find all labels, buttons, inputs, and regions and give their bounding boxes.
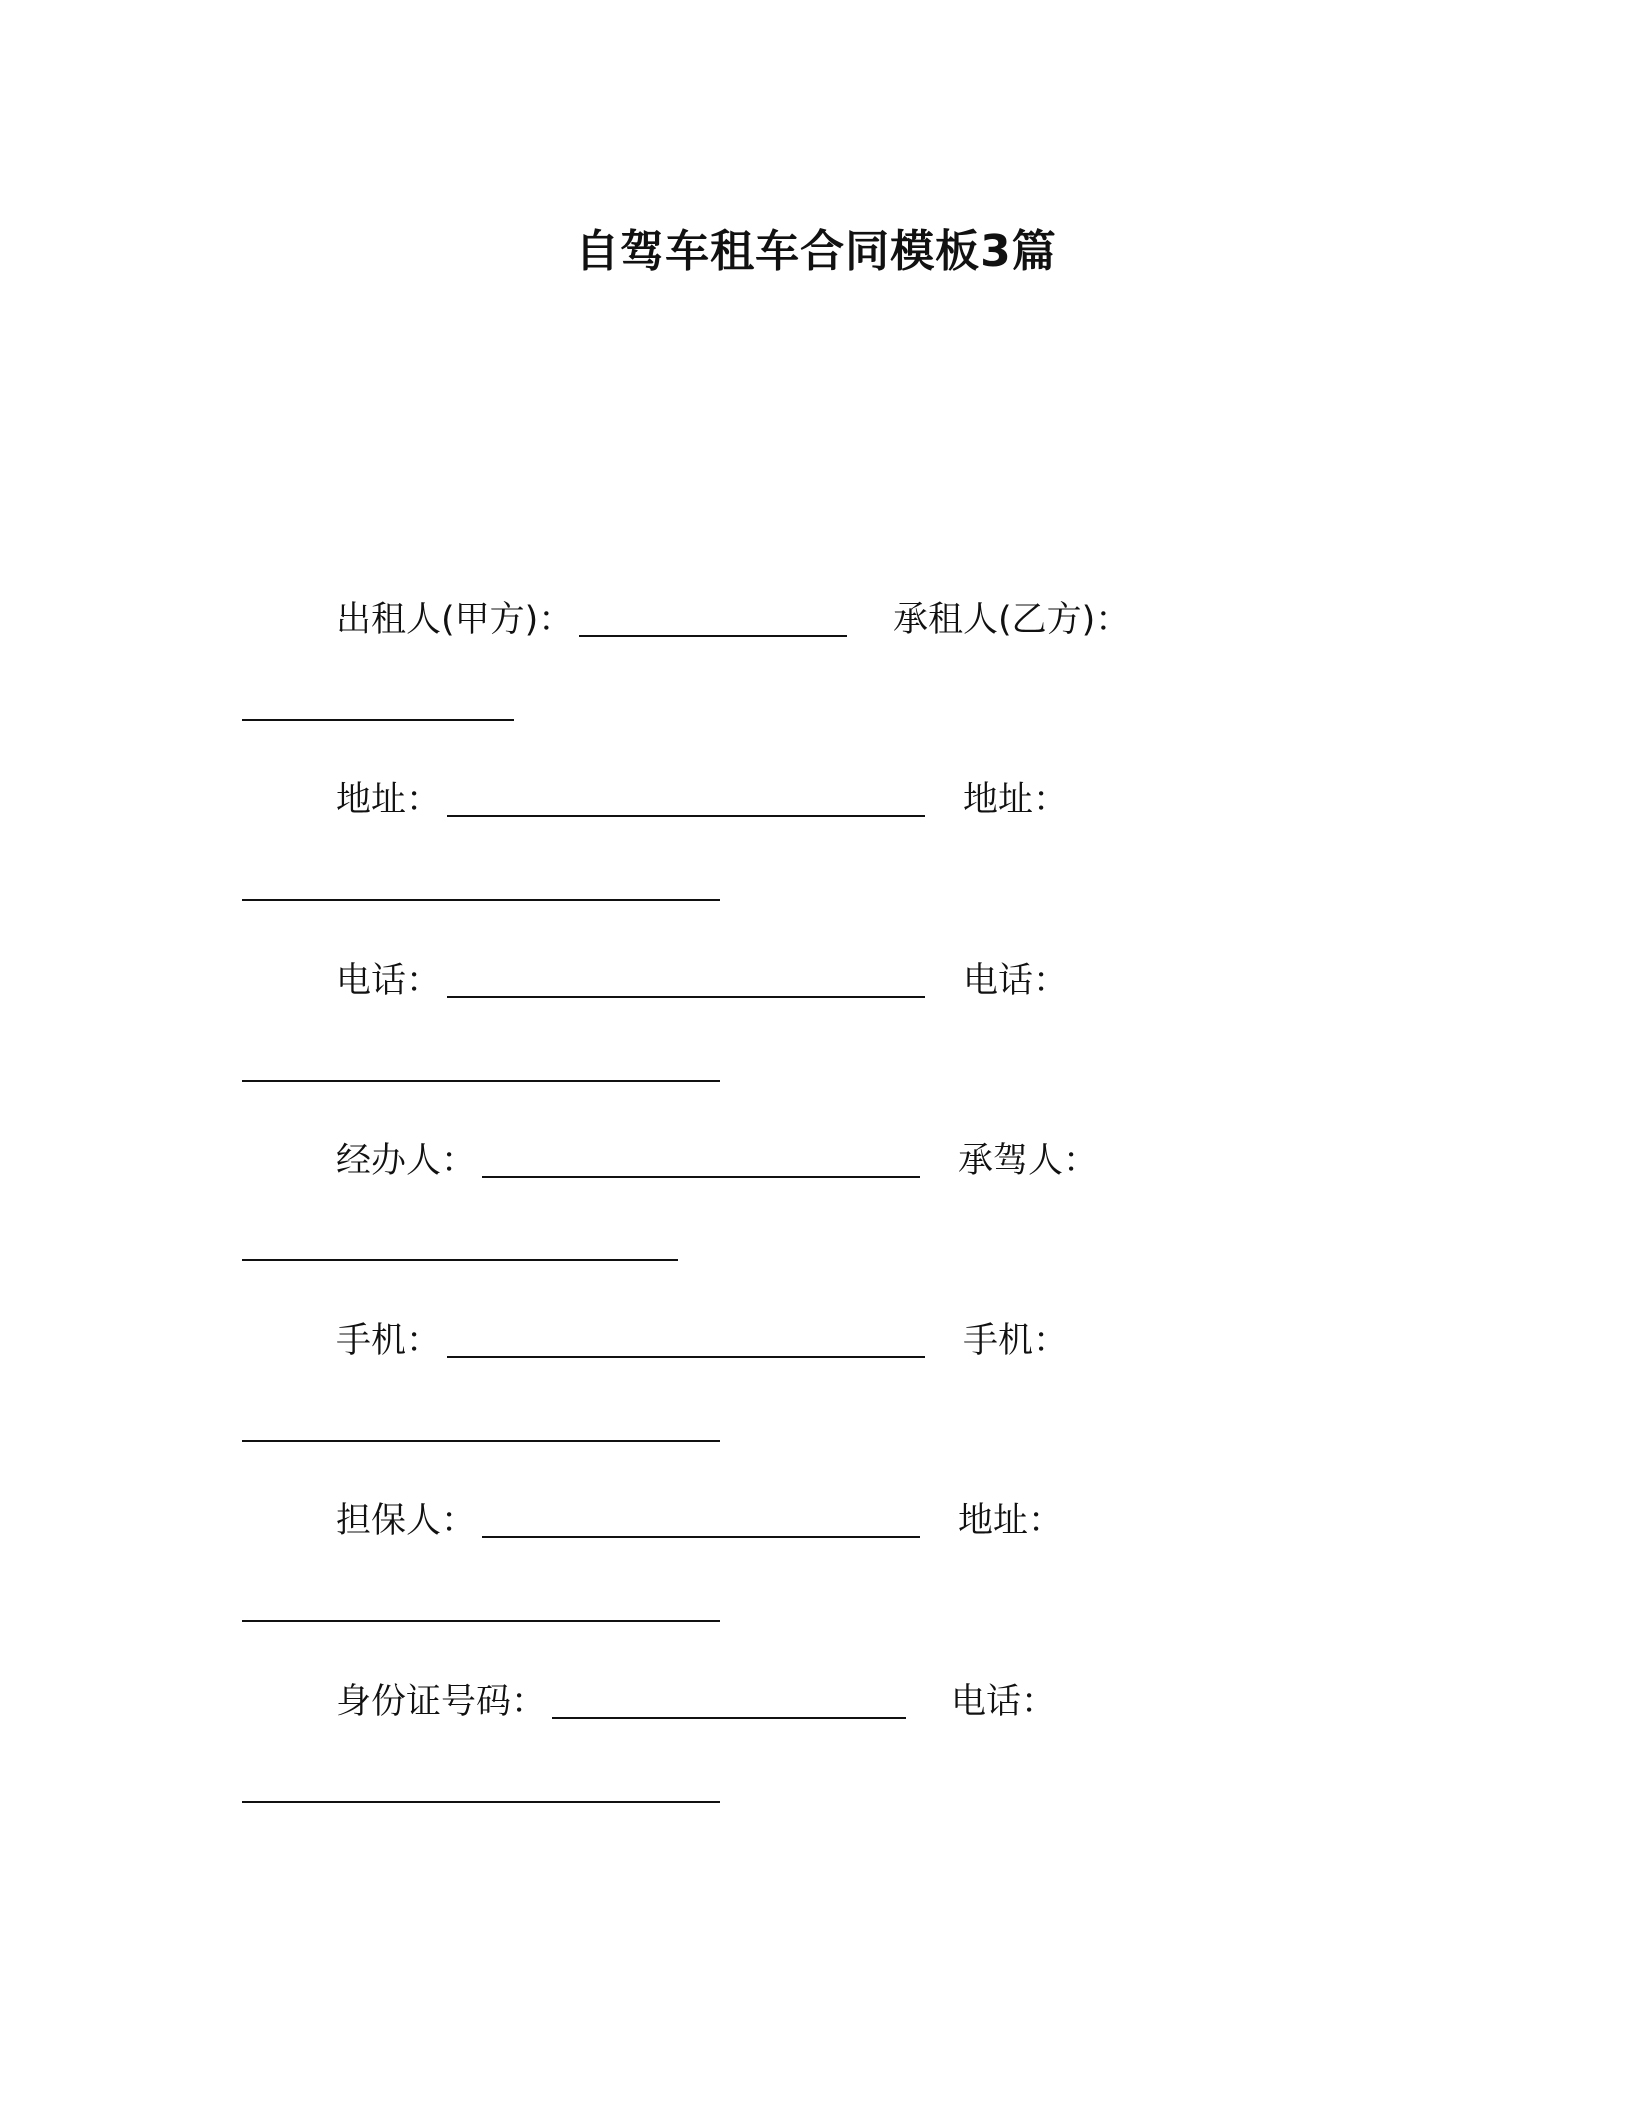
lessee-blank[interactable] [242,718,514,721]
driver-label: 承驾人： [958,1141,1099,1181]
guarantor-address-label: 地址： [958,1501,1064,1541]
field-row-mobile [336,1316,925,1366]
lessor-address-blank[interactable] [447,814,925,817]
field-row-address [336,775,925,825]
lessor-blank[interactable] [579,634,847,637]
id-number-label: 身份证号码： [336,1682,547,1722]
guarantor-blank[interactable] [482,1535,920,1538]
field-row-id-number [336,1677,906,1727]
field-row-guarantor [336,1496,920,1546]
lessee-label: 承租人(乙方)： [893,600,1131,640]
lessee-mobile-label: 手机： [963,1321,1069,1361]
lessor-mobile-blank[interactable] [447,1355,925,1358]
agent-label: 经办人： [336,1141,477,1181]
lessee-address-blank[interactable] [242,898,720,901]
lessor-mobile-label: 手机： [336,1321,442,1361]
lessee-phone-label: 电话： [963,961,1069,1001]
field-row-phone [336,956,925,1006]
document-title: 自驾车租车合同模板3篇 [575,226,1057,277]
lessee-address-label: 地址： [963,780,1069,820]
guarantor-phone-blank[interactable] [242,1800,720,1803]
driver-blank[interactable] [242,1258,678,1261]
guarantor-phone-label: 电话： [951,1682,1057,1722]
lessor-address-label: 地址： [336,780,442,820]
lessee-mobile-blank[interactable] [242,1439,720,1442]
field-row-lessor [336,595,847,645]
agent-blank[interactable] [482,1175,920,1178]
id-number-blank[interactable] [552,1716,906,1719]
guarantor-address-blank[interactable] [242,1619,720,1622]
guarantor-label: 担保人： [336,1501,477,1541]
lessee-phone-blank[interactable] [242,1079,720,1082]
field-row-agent [336,1136,920,1186]
lessor-phone-blank[interactable] [447,995,925,998]
lessor-phone-label: 电话： [336,961,442,1001]
lessor-label: 出租人(甲方)： [336,600,574,640]
